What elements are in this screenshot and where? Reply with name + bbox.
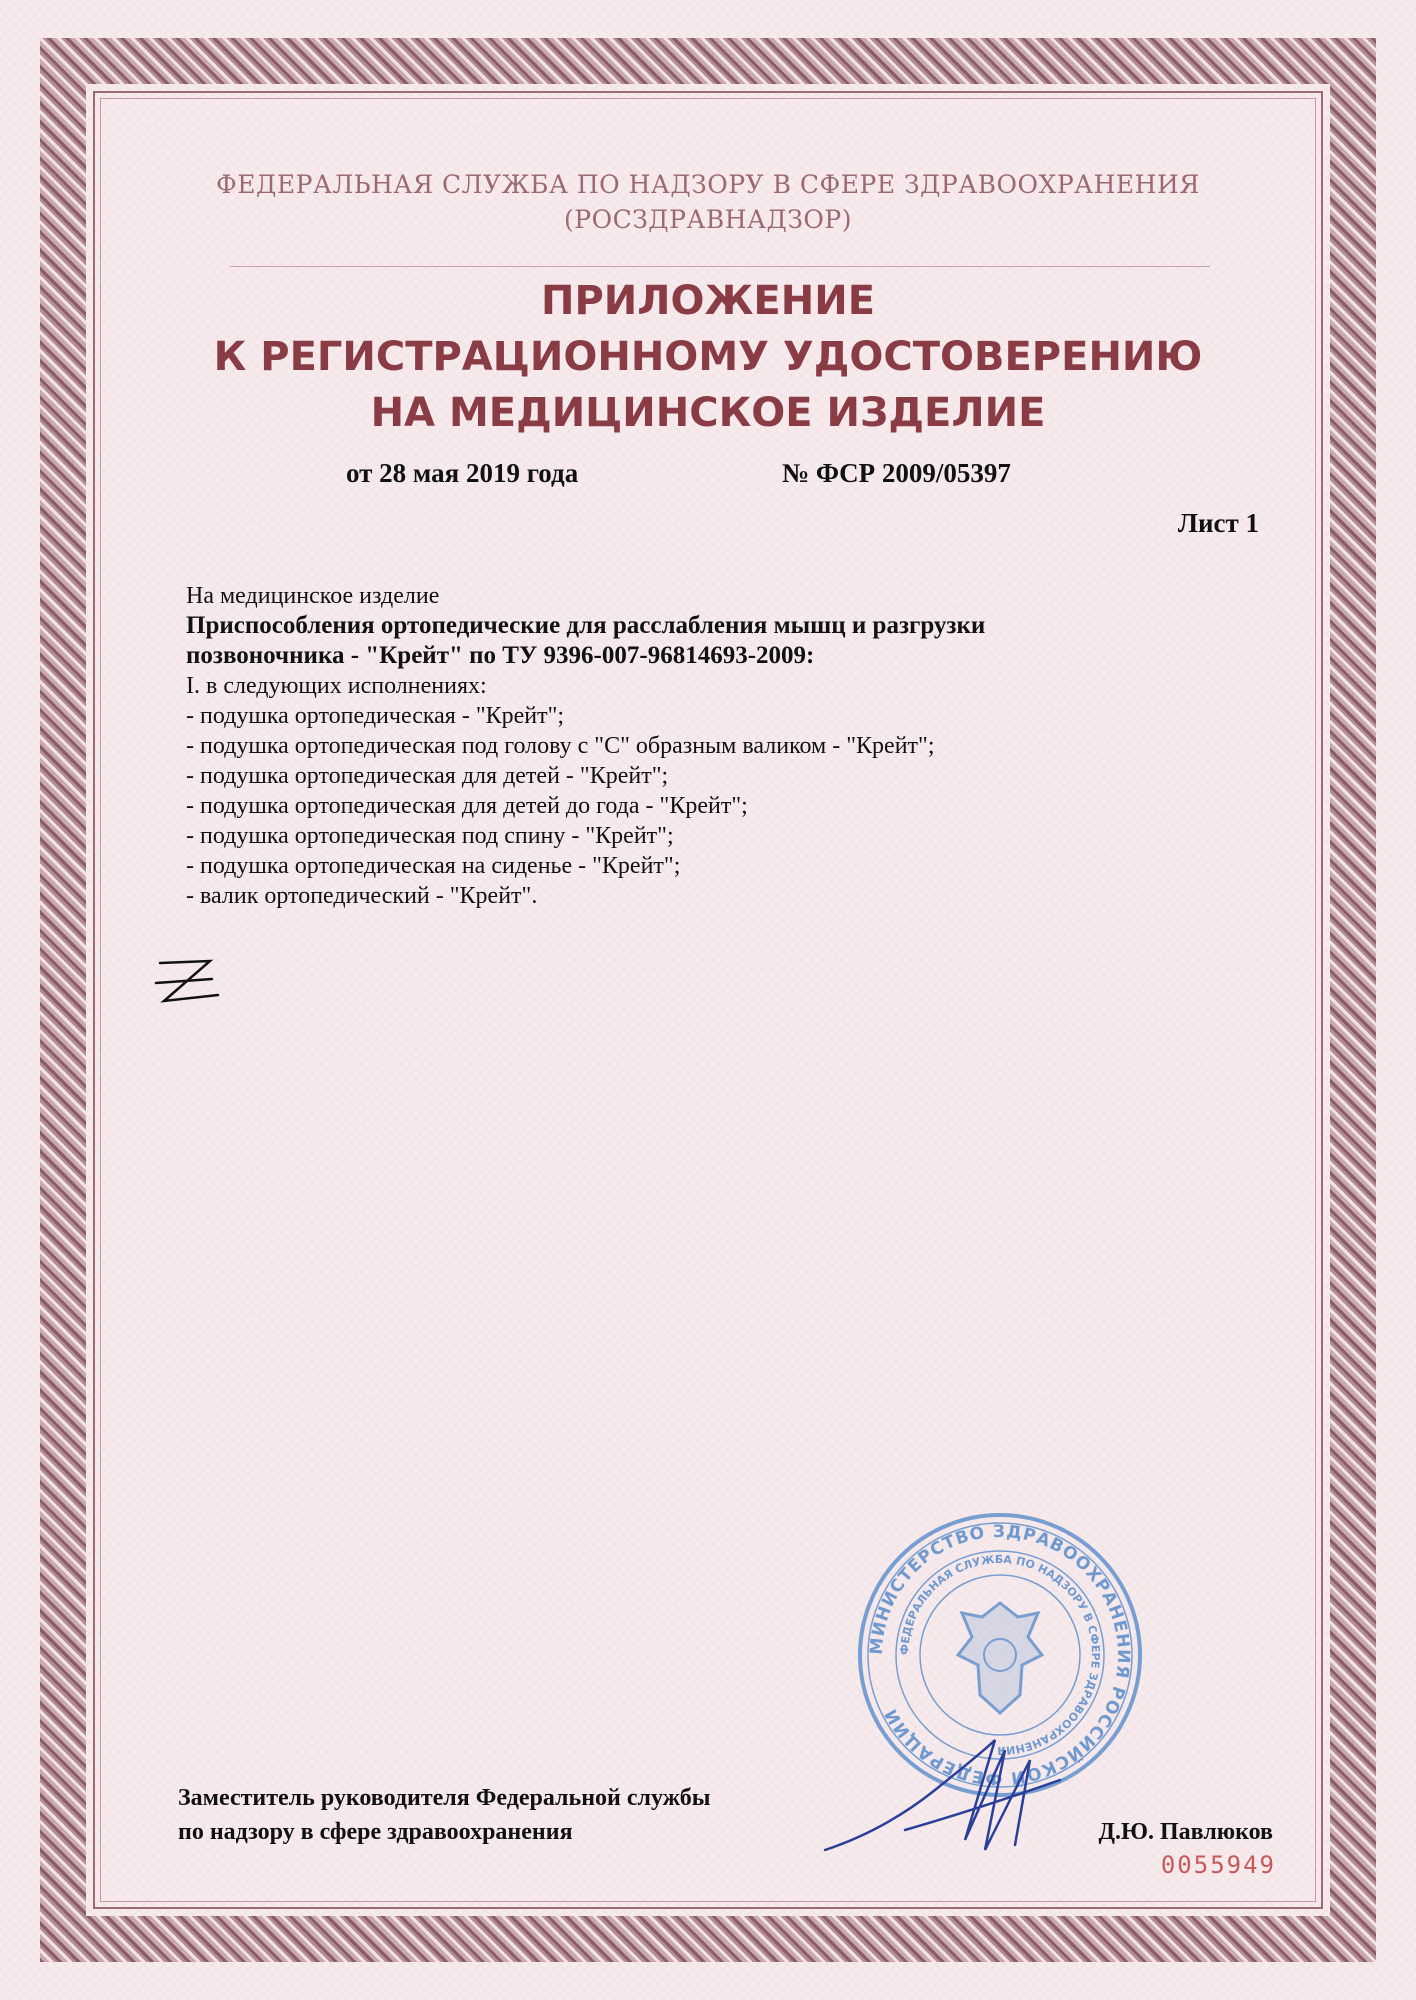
document-title-line2: К РЕГИСТРАЦИОННОМУ УДОСТОВЕРЕНИЮ [213, 334, 1203, 380]
seal-inner-text: ФЕДЕРАЛЬНАЯ СЛУЖБА ПО НАДЗОРУ В СФЕРЕ ЗДРАВООХРАНЕНИЯ [897, 1552, 1103, 1758]
seal-outer-text: МИНИСТЕРСТВО ЗДРАВООХРАНЕНИЯ РОССИЙСКОЙ ФЕДЕРАЦИИ [866, 1521, 1134, 1789]
signatory-position [178, 1781, 710, 1849]
list-item: - подушка ортопедическая под спину - "Крейт"; [186, 823, 674, 849]
list-item: - подушка ортопедическая для детей - "Крейт"; [186, 763, 669, 789]
list-item: - подушка ортопедическая на сиденье - "Крейт"; [186, 853, 681, 879]
list-item: - подушка ортопедическая под голову с "С" образным валиком - "Крейт"; [186, 733, 935, 759]
signatory-name: Д.Ю. Павлюков [1098, 1819, 1273, 1845]
agency-abbreviation: (РОСЗДРАВНАДЗОР) [564, 205, 852, 234]
product-name-line1: Приспособления ортопедические для расслабления мышц и разгрузки [186, 612, 986, 639]
registration-number: № ФСР 2009/05397 [782, 458, 1011, 488]
handwritten-initial [150, 955, 230, 1015]
intro-text: На медицинское изделие [186, 583, 440, 609]
sheet-number: Лист 1 [1177, 508, 1259, 538]
list-item: - валик ортопедический - "Крейт". [186, 883, 538, 909]
position-line1: Заместитель руководителя Федеральной службы [178, 1785, 711, 1811]
product-name-line2: позвоночника - "Крейт" по ТУ 9396-007-96814693-2009: [186, 642, 815, 669]
header-divider [230, 266, 1210, 267]
position-line2: по надзору в сфере здравоохранения [178, 1819, 573, 1845]
agency-name: ФЕДЕРАЛЬНАЯ СЛУЖБА ПО НАДЗОРУ В СФЕРЕ ЗДРАВООХРАНЕНИЯ [216, 170, 1200, 199]
official-signature [815, 1720, 1075, 1870]
issue-date: от 28 мая 2019 года [346, 458, 579, 488]
document-title-line1: ПРИЛОЖЕНИЕ [540, 278, 876, 324]
document-title-line3: НА МЕДИЦИНСКОЕ ИЗДЕЛИЕ [370, 390, 1046, 436]
variants-heading: I. в следующих исполнениях: [186, 673, 487, 699]
list-item: - подушка ортопедическая - "Крейт"; [186, 703, 565, 729]
document-body [186, 581, 1186, 911]
serial-number: 0055949 [1160, 1851, 1276, 1879]
list-item: - подушка ортопедическая для детей до года - "Крейт"; [186, 793, 748, 819]
